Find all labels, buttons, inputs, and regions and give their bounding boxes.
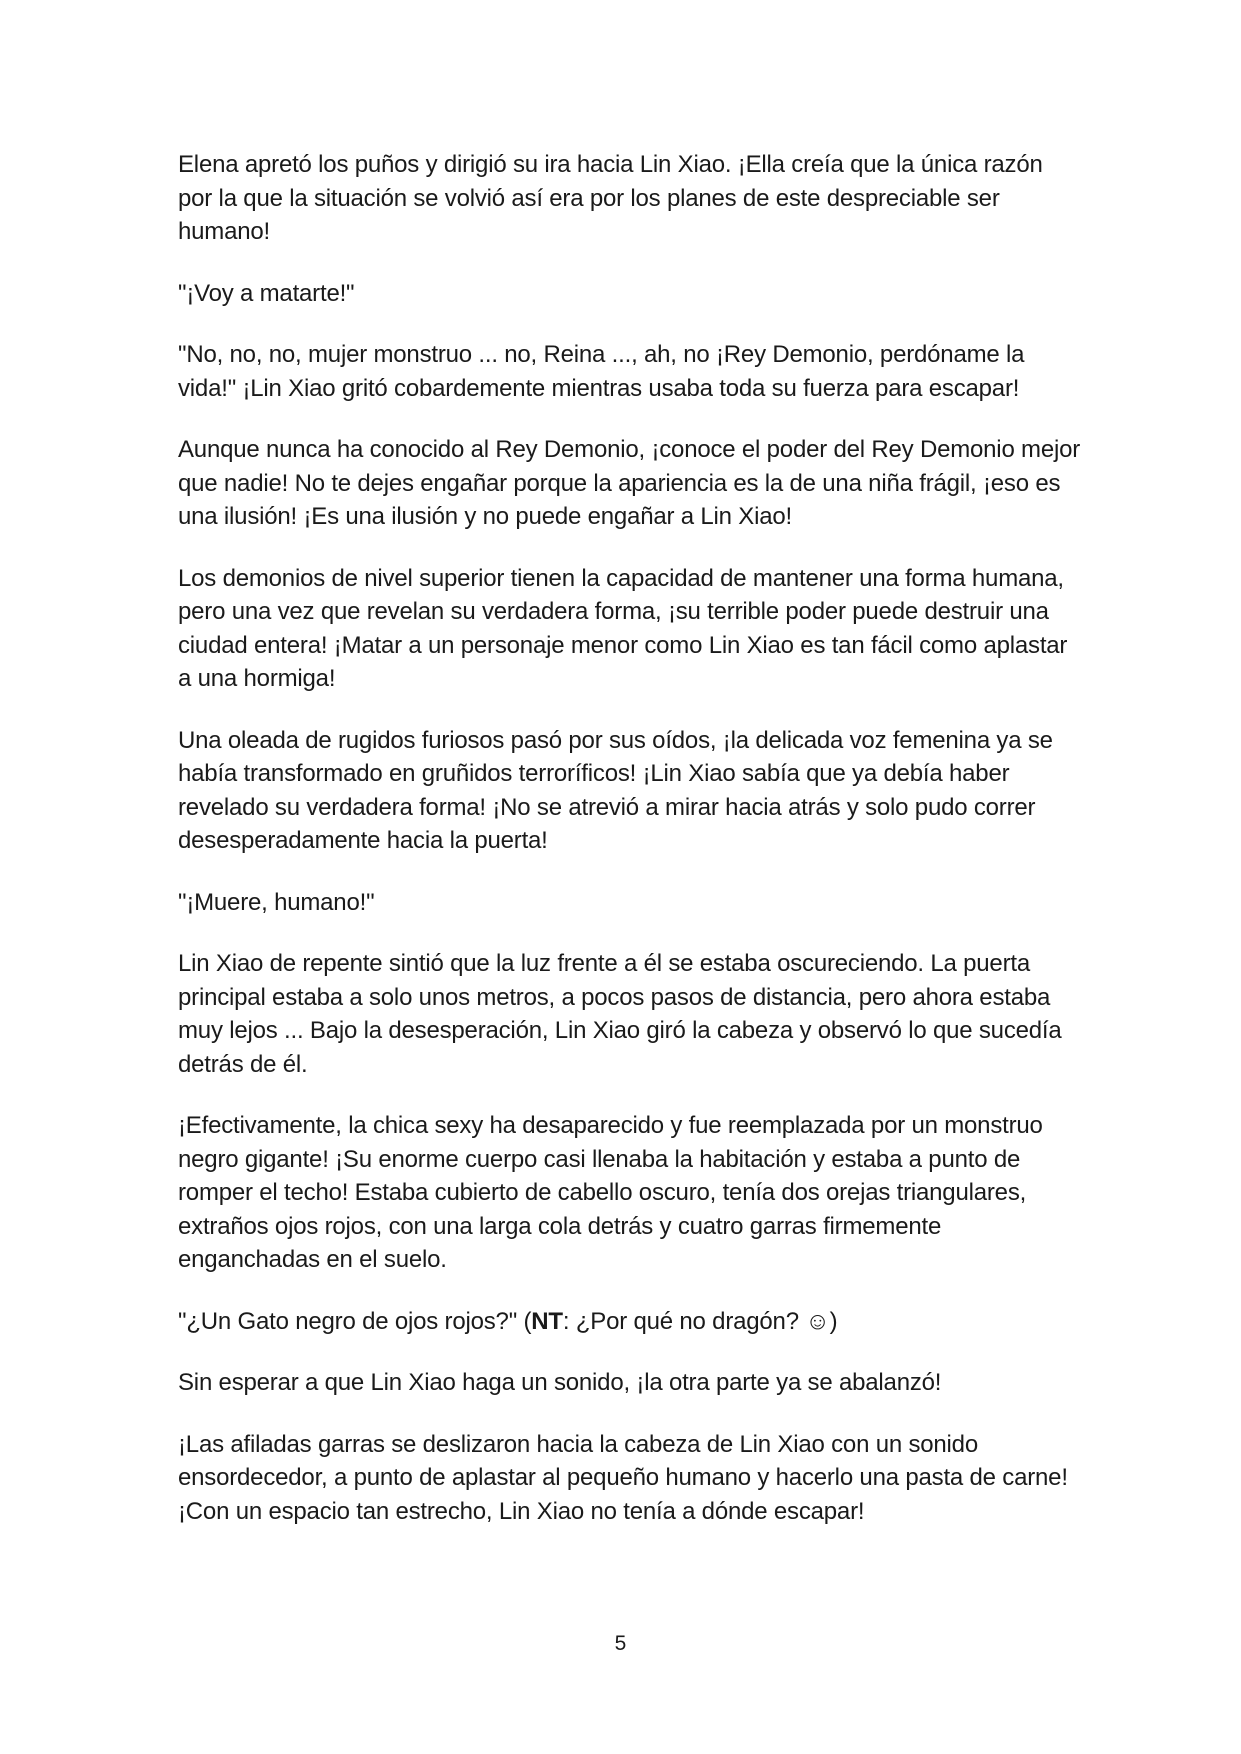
paragraph: Una oleada de rugidos furiosos pasó por sus oídos, ¡la delicada voz femenina ya se había transformado en gruñidos terroríficos! ¡Lin Xiao sabía que ya debía haber revelado su verdadera forma! ¡No se atrevió a mirar hacia atrás y solo pudo correr desesperadamente hacia la puerta! xyxy=(178,726,1053,854)
page-number: 5 xyxy=(614,1632,627,1655)
paragraph: "No, no, no, mujer monstruo ... no, Reina ..., ah, no ¡Rey Demonio, perdóname la vida!" ¡Lin Xiao gritó cobardemente mientras usaba toda su fuerza para escapar! xyxy=(178,341,1025,402)
note-text-before: "¿Un Gato negro de ojos rojos?" ( xyxy=(178,1307,532,1335)
translator-note-paragraph xyxy=(178,1305,1083,1339)
paragraph: Elena apretó los puños y dirigió su ira hacia Lin Xiao. ¡Ella creía que la única razón por la que la situación se volvió así era por los planes de este despreciable ser humano! xyxy=(178,151,1043,245)
paragraph: Aunque nunca ha conocido al Rey Demonio, ¡conoce el poder del Rey Demonio mejor que nadie! No te dejes engañar porque la apariencia es la de una niña frágil, ¡eso es una ilusión! ¡Es una ilusión y no puede engañar a Lin Xiao! xyxy=(178,436,1081,530)
note-text-after: : ¿Por qué no dragón? ☺) xyxy=(562,1307,838,1335)
paragraph: ¡Las afiladas garras se deslizaron hacia la cabeza de Lin Xiao con un sonido ensordecedor, a punto de aplastar al pequeño humano y hacerlo una pasta de carne! ¡Con un espacio tan estrecho, Lin Xiao no tenía a dónde escapar! xyxy=(178,1430,1068,1525)
note-label: NT xyxy=(531,1307,563,1335)
paragraph: Sin esperar a que Lin Xiao haga un sonido, ¡la otra parte ya se abalanzó! xyxy=(178,1369,942,1396)
paragraph: Los demonios de nivel superior tienen la capacidad de mantener una forma humana, pero una vez que revelan su verdadera forma, ¡su terrible poder puede destruir una ciudad entera! ¡Matar a un personaje menor como Lin Xiao es tan fácil como aplastar a una hormiga! xyxy=(178,564,1068,692)
page-body xyxy=(178,148,1083,1556)
paragraph: "¡Muere, humano!" xyxy=(178,888,375,916)
paragraph: ¡Efectivamente, la chica sexy ha desaparecido y fue reemplazada por un monstruo negro gigante! ¡Su enorme cuerpo casi llenaba la habitación y estaba a punto de romper el techo! Estaba cubierto de cabello oscuro, tenía dos orejas triangulares, extraños ojos rojos, con una larga cola detrás y cuatro garras firmemente enganchadas en el suelo. xyxy=(178,1112,1043,1273)
paragraph: Lin Xiao de repente sintió que la luz frente a él se estaba oscureciendo. La puerta principal estaba a solo unos metros, a pocos pasos de distancia, pero ahora estaba muy lejos ... Bajo la desesperación, Lin Xiao giró la cabeza y observó lo que sucedía detrás de él. xyxy=(178,950,1062,1078)
paragraph: "¡Voy a matarte!" xyxy=(178,279,355,307)
